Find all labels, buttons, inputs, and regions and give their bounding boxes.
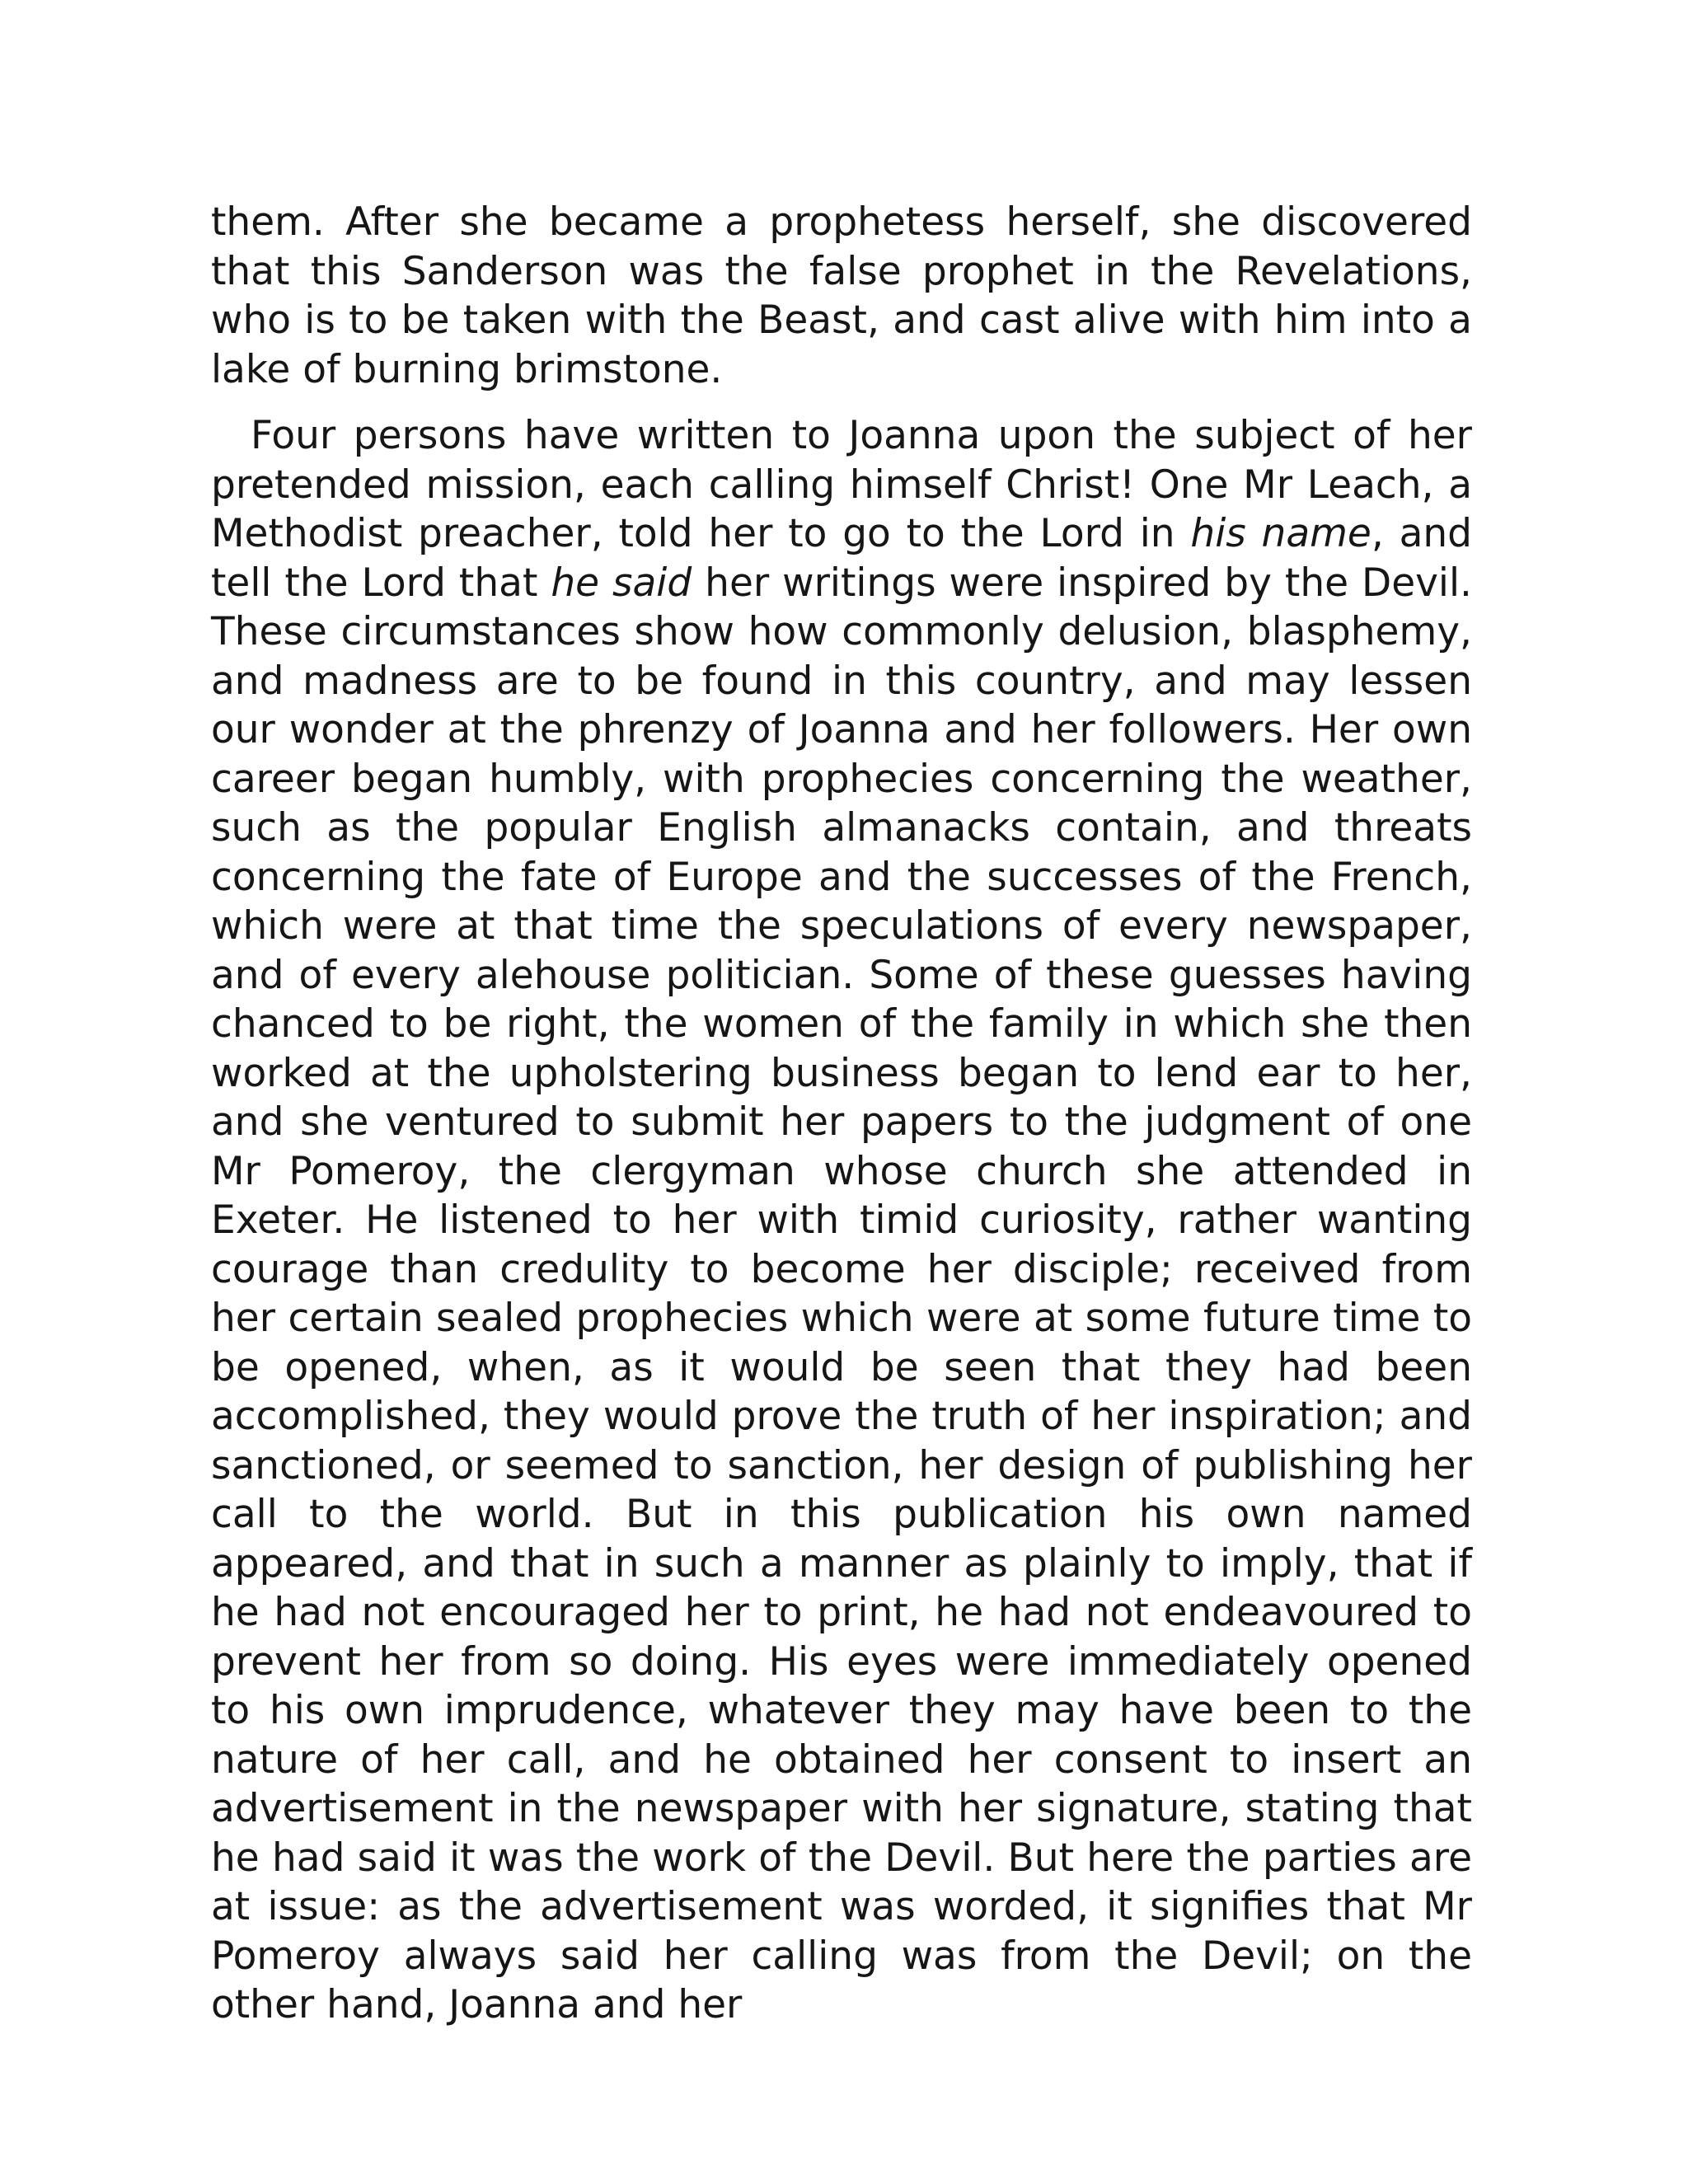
paragraph-text: , and tell the Lord that	[211, 511, 1473, 606]
paragraph-continuation: them. After she became a prophetess herself, she discovered that this Sanderson was the false prophet in the Revelations, who is to be taken with the Beast, and cast alive with him into a lake of burning brimstone.	[211, 199, 1472, 392]
paragraph-main	[211, 411, 1472, 2030]
page-body	[211, 198, 1472, 2030]
italic-phrase: he said	[551, 560, 692, 606]
italic-phrase: his name	[1190, 511, 1372, 556]
paragraph-text: her writings were inspired by the Devil. These circumstances show how commonly delusion, blasphemy, and madness are to be found in this country, and may lessen our wonder at the phrenzy of Joanna and her followers. Her own career began humbly, with prophecies concerning the weather, such as the popular English almanacks contain, and threats concerning the fate of Europe and the successes of the French, which were at that time the speculations of every newspaper, and of every alehouse politician. Some of these guesses having chanced to be right, the women of the family in which she then worked at the upholstering business began to lend ear to her, and she ventured to submit her papers to the judgment of one Mr Pomeroy, the clergyman whose church she attended in Exeter. He listened to her with timid curiosity, rather wanting courage than credulity to become her disciple; received from her certain sealed prophecies which were at some future time to be opened, when, as it would be seen that they had been accomplished, they would prove the truth of her inspiration; and sanctioned, or seemed to sanction, her design of publishing her call to the world. But in this publication his own named appeared, and that in such a manner as plainly to imply, that if he had not encouraged her to print, he had not endeavoured to prevent her from so doing. His eyes were immediately opened to his own imprudence, whatever they may have been to the nature of her call, and he obtained her consent to insert an advertisement in the newspaper with her signature, stating that he had said it was the work of the Devil. But here the parties are at issue: as the advertisement was worded, it signifies that Mr Pomeroy always said her calling was from the Devil; on the other hand, Joanna and her	[211, 560, 1472, 2027]
paragraph-text: Four persons have written to Joanna upon the subject of her pretended mission, each calling himself Christ! One Mr Leach, a Methodist preacher, told her to go to the Lord in	[211, 413, 1472, 556]
